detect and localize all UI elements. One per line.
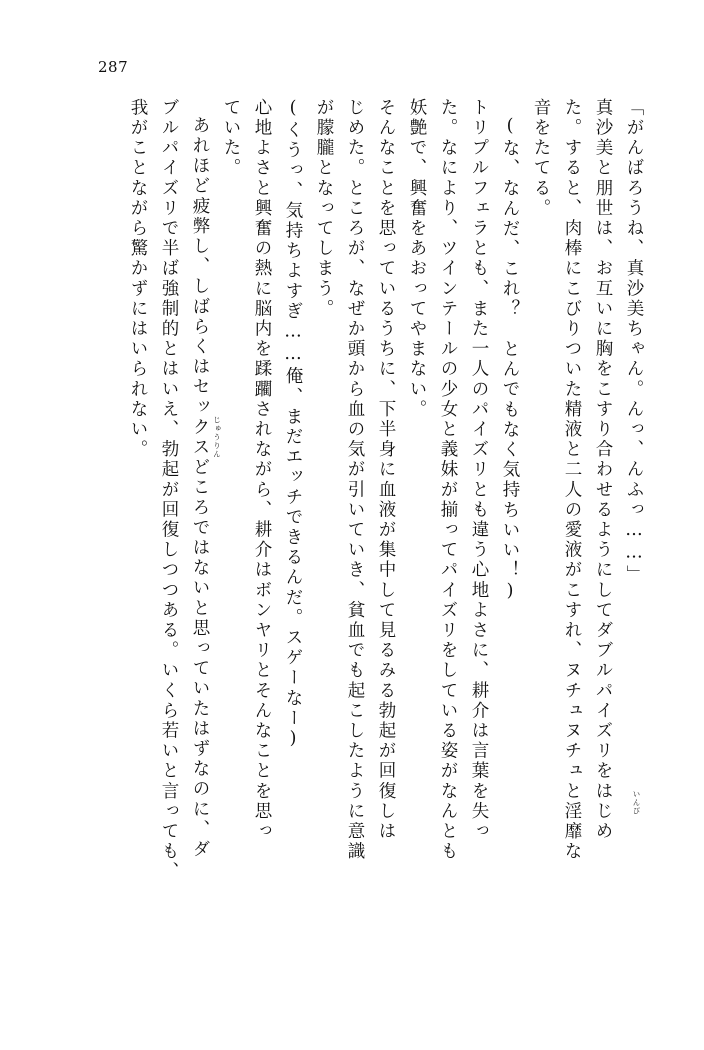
text-line: が朦朧となってしまう。 [314,98,334,320]
text-line: ていた。 [221,98,241,179]
text-line: そんなことを思っているうちに、下半身に血液が集中して見るみる勃起が回復しは [376,98,396,842]
text-line: トリプルフェラとも、また一人のパイズリとも違う心地よさに、耕介は言葉を失っ [469,98,489,842]
text-line: じめた。ところが、なぜか頭から血の気が引いていき、貧血でも起こしたように意識 [345,98,365,862]
text-line: 妖艶で、興奮をあおってやまない。 [407,98,427,420]
text-line: 我がことながら驚かずにはいられない。 [128,98,148,460]
text-line: (くうっ、気持ちよすぎ……俺、まだエッチできるんだ。スゲーなー) [283,98,303,752]
text-line: た。なにより、ツインテールの少女と義妹が揃ってパイズリをしている姿がなんとも [438,98,458,862]
text-line: あれほど疲弊し、しばらくはセックスどころではないと思っていたはずなのに、ダ [190,116,210,860]
text-line: 心地よさと興奮の熱に脳内を蹂躙されながら、耕介はボンヤリとそんなことを思っ [252,98,272,842]
text-line: (な、なんだ、これ？ とんでもなく気持ちいい！) [500,116,520,604]
text-line: 「がんばろうね、真沙美ちゃん。んっ、んふっ……」 [624,98,644,586]
text-line: 音をたてる。 [531,98,551,219]
vertical-body-text [60,98,642,958]
text-line: 真沙美と朋世は、お互いに胸をこすり合わせるようにしてダブルパイズリをはじめ [593,98,613,842]
ruby-annotation-jurin: じゅうりん [212,416,222,459]
page-number: 287 [98,58,129,76]
text-line: た。すると、肉棒にこびりついた精液と二人の愛液がこすれ、ヌチュヌチュと淫靡な [562,98,582,862]
text-line: ブルパイズリで半ば強制的とはいえ、勃起が回復しつつある。いくら若いと言っても、 [159,98,179,882]
ruby-annotation-inbi: いんび [632,790,641,816]
